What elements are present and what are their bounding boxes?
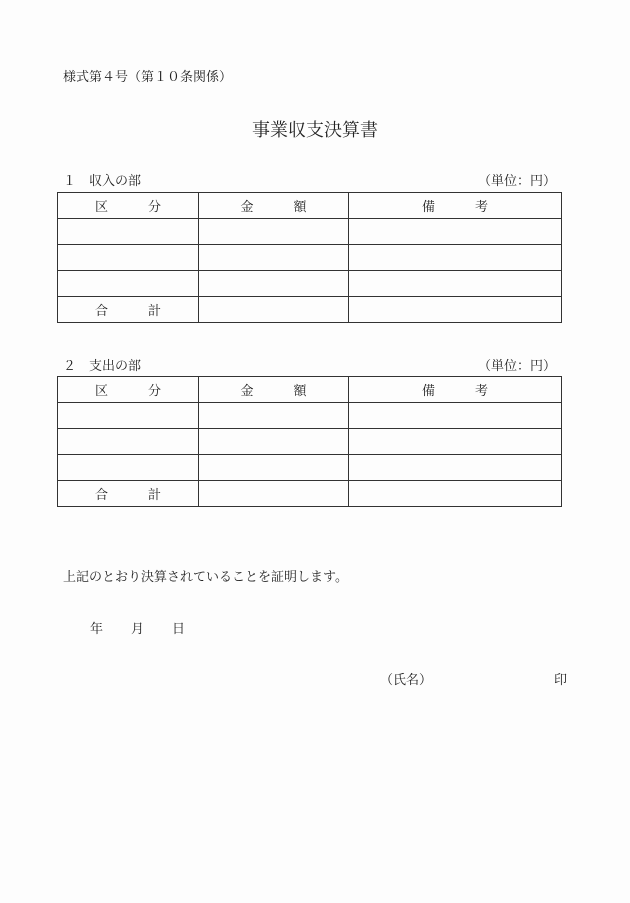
category-header-char-1: 区 <box>94 200 108 215</box>
table-row <box>58 403 562 429</box>
income-header-row <box>58 193 562 219</box>
date-line <box>90 618 185 637</box>
remarks-cell[interactable] <box>349 245 562 271</box>
remarks-cell[interactable] <box>349 219 562 245</box>
remarks-header-char-2: 考 <box>475 384 489 399</box>
income-table <box>57 192 562 323</box>
category-cell[interactable] <box>58 245 199 271</box>
remarks-header <box>349 193 562 219</box>
amount-header-char-2: 額 <box>293 200 307 215</box>
total-remarks-cell[interactable] <box>349 297 562 323</box>
category-header-char-1: 区 <box>94 384 108 399</box>
total-amount-cell[interactable] <box>199 297 349 323</box>
amount-header <box>199 193 349 219</box>
category-cell[interactable] <box>58 271 199 297</box>
name-label: （氏名） <box>380 673 433 688</box>
expense-table <box>57 376 562 507</box>
remarks-header-char-1: 備 <box>421 384 435 399</box>
remarks-cell[interactable] <box>349 429 562 455</box>
amount-cell[interactable] <box>199 455 349 481</box>
total-label-char-2: 計 <box>148 488 162 503</box>
category-header <box>58 193 199 219</box>
category-header <box>58 377 199 403</box>
expense-unit-label: （単位：円） <box>477 359 556 374</box>
remarks-cell[interactable] <box>349 455 562 481</box>
category-cell[interactable] <box>58 219 199 245</box>
year-label: 年 <box>90 622 104 637</box>
total-remarks-cell[interactable] <box>349 481 562 507</box>
amount-header-char-2: 額 <box>293 384 307 399</box>
category-cell[interactable] <box>58 429 199 455</box>
remarks-cell[interactable] <box>349 403 562 429</box>
total-label-char-1: 合 <box>94 488 108 503</box>
category-header-char-2: 分 <box>148 200 162 215</box>
amount-cell[interactable] <box>199 245 349 271</box>
amount-header <box>199 377 349 403</box>
month-label: 月 <box>131 622 145 637</box>
amount-cell[interactable] <box>199 429 349 455</box>
income-unit-label: （単位：円） <box>477 174 556 189</box>
total-label <box>58 297 199 323</box>
remarks-header <box>349 377 562 403</box>
table-row <box>58 245 562 271</box>
amount-header-char-1: 金 <box>240 384 254 399</box>
total-amount-cell[interactable] <box>199 481 349 507</box>
amount-cell[interactable] <box>199 219 349 245</box>
category-cell[interactable] <box>58 455 199 481</box>
expense-section-heading: ２ 支出の部 <box>63 359 142 374</box>
income-section-heading: １ 収入の部 <box>63 174 142 189</box>
total-row <box>58 297 562 323</box>
remarks-cell[interactable] <box>349 271 562 297</box>
total-label <box>58 481 199 507</box>
table-row <box>58 219 562 245</box>
table-row <box>58 429 562 455</box>
remarks-header-char-1: 備 <box>421 200 435 215</box>
amount-cell[interactable] <box>199 271 349 297</box>
table-row <box>58 455 562 481</box>
amount-cell[interactable] <box>199 403 349 429</box>
expense-header-row <box>58 377 562 403</box>
category-cell[interactable] <box>58 403 199 429</box>
total-label-char-1: 合 <box>94 304 108 319</box>
table-row <box>58 271 562 297</box>
day-label: 日 <box>172 622 186 637</box>
certification-text: 上記のとおり決算されていることを証明します。 <box>63 570 348 585</box>
total-row <box>58 481 562 507</box>
category-header-char-2: 分 <box>148 384 162 399</box>
amount-header-char-1: 金 <box>240 200 254 215</box>
form-number: 様式第４号（第１０条関係） <box>63 70 233 85</box>
remarks-header-char-2: 考 <box>475 200 489 215</box>
total-label-char-2: 計 <box>148 304 162 319</box>
seal-mark: 印 <box>554 673 568 688</box>
document-title: 事業収支決算書 <box>252 120 378 141</box>
